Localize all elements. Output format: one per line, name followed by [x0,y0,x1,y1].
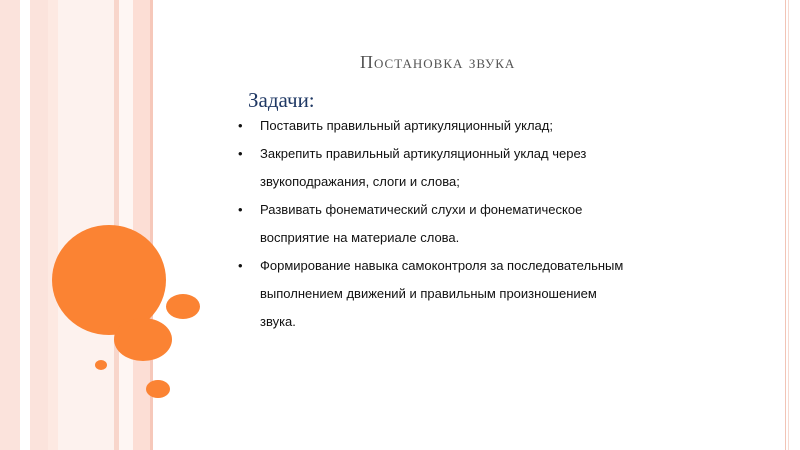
decor-right-line [785,0,786,450]
bullet-icon: • [238,118,243,133]
task-item [238,140,698,196]
decor-stripe [133,0,150,450]
task-line: Поставить правильный артикуляционный уклад; [260,118,553,133]
slide-title: Постановка звука [360,52,516,72]
bullet-icon: • [238,202,243,217]
task-line: Закрепить правильный артикуляционный уклад через [260,146,587,161]
decor-circle-tiny [95,360,107,370]
task-list [238,112,698,336]
task-item [238,252,698,336]
task-line: Развивать фонематический слухи и фонематическое [260,202,583,217]
decor-stripe [48,0,58,450]
decor-stripe [20,0,30,450]
decor-stripe [30,0,48,450]
bullet-icon: • [238,146,243,161]
decor-stripe [0,0,20,450]
task-line: Формирование навыка самоконтроля за последовательным [260,258,624,273]
decor-circle-small [146,380,170,398]
task-line: звукоподражания, слоги и слова; [260,174,460,189]
task-line: звука. [260,314,296,329]
decor-circle-small [166,294,200,319]
task-item [238,112,698,140]
task-line: выполнением движений и правильным произношением [260,286,597,301]
decor-stripe [119,0,133,450]
decor-circle-medium [114,318,172,361]
slide-subtitle: Задачи: [248,88,315,112]
task-item [238,196,698,252]
decor-right-line [788,0,789,450]
bullet-icon: • [238,258,243,273]
task-line: восприятие на материале слова. [260,230,460,245]
